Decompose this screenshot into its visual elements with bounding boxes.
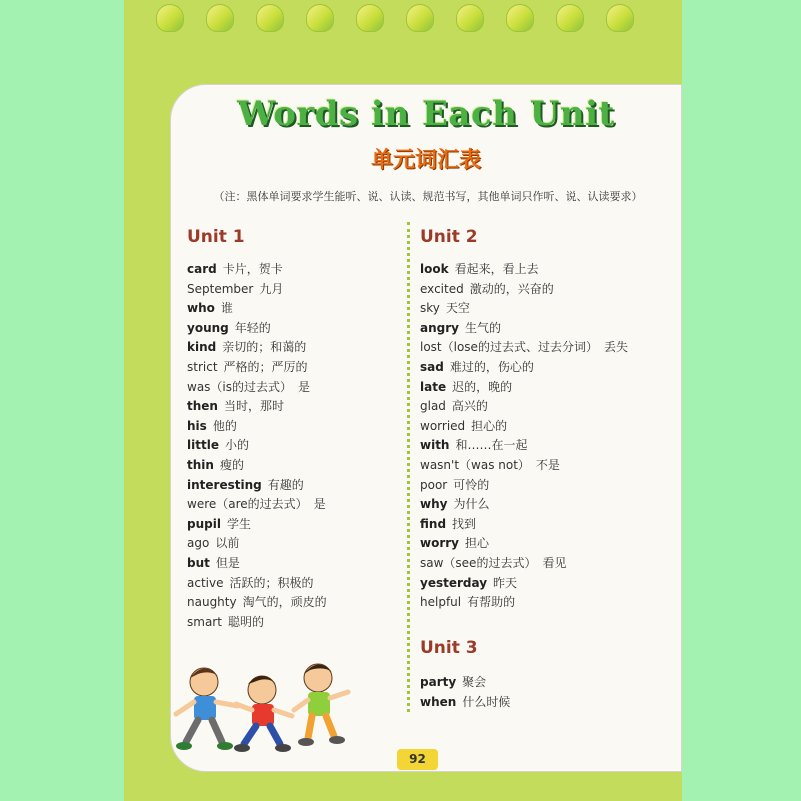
page-tab-strip (124, 0, 682, 34)
word-chinese: 担心 (465, 536, 490, 551)
word-chinese: 是 (298, 379, 311, 394)
word-entry (420, 515, 628, 535)
word-entry (420, 693, 510, 713)
word-chinese: 瘦的 (219, 457, 244, 472)
word-chinese: 小的 (224, 438, 249, 453)
boy-left (176, 668, 238, 750)
word-english: saw（see的过去式） (420, 555, 537, 570)
word-english: lost（lose的过去式、过去分词） (420, 340, 598, 355)
instruction-note: （注：黑体单词要求学生能听、说、认读、规范书写，其他单词只作听、说、认读要求） (213, 190, 643, 203)
word-english: then (187, 399, 218, 414)
word-chinese: 高兴的 (451, 399, 488, 414)
word-chinese: 昨天 (493, 575, 518, 590)
word-english: who (187, 301, 215, 316)
word-entry (420, 319, 628, 339)
word-entry (187, 299, 327, 319)
word-list (187, 260, 327, 632)
word-entry (420, 554, 628, 574)
running-children-illustration (158, 654, 358, 754)
boy-middle (234, 676, 292, 752)
word-entry (187, 593, 327, 613)
leaf-tab-icon (606, 4, 634, 32)
word-english: excited (420, 281, 464, 296)
word-entry (187, 456, 327, 476)
word-chinese: 聚会 (462, 675, 487, 689)
word-english: pupil (187, 516, 221, 531)
word-entry (187, 280, 327, 300)
word-chinese: 难过的，伤心的 (449, 359, 534, 374)
word-english: naughty (187, 595, 237, 610)
word-english: card (187, 262, 217, 276)
leaf-tab-icon (156, 4, 184, 32)
word-entry (420, 397, 628, 417)
word-english: angry (420, 320, 459, 335)
word-entry (187, 358, 327, 378)
leaf-tab-icon (556, 4, 584, 32)
word-english: young (187, 320, 229, 335)
word-entry (420, 534, 628, 554)
word-english: was（is的过去式） (187, 379, 293, 394)
word-english: strict (187, 359, 218, 374)
word-english: kind (187, 340, 217, 355)
column-divider (407, 222, 410, 712)
page-subtitle: 单元词汇表 (370, 148, 481, 173)
word-entry (420, 456, 628, 476)
boy-right (294, 664, 348, 746)
word-entry (187, 554, 327, 574)
word-english: look (420, 262, 449, 276)
word-chinese: 淘气的，顽皮的 (242, 595, 327, 610)
leaf-tab-icon (206, 4, 234, 32)
word-entry (420, 358, 628, 378)
word-chinese: 不是 (535, 457, 560, 472)
word-chinese: 天空 (445, 301, 470, 316)
unit-2-section (420, 225, 628, 613)
word-english: ago (187, 536, 210, 551)
word-entry (187, 613, 327, 633)
word-english: worried (420, 418, 466, 433)
unit-1-section (187, 225, 327, 632)
unit-heading: Unit 1 (187, 227, 245, 247)
word-entry (187, 338, 327, 358)
word-chinese: 有趣的 (267, 477, 304, 492)
word-list (420, 260, 628, 613)
leaf-tab-icon (306, 4, 334, 32)
word-english: his (187, 418, 207, 433)
word-chinese: 迟的，晚的 (452, 379, 513, 394)
word-english: party (420, 675, 457, 689)
word-entry (187, 436, 327, 456)
word-english: why (420, 497, 448, 512)
word-entry (187, 319, 327, 339)
word-english: sad (420, 359, 444, 374)
word-chinese: 为什么 (453, 497, 490, 512)
word-list (420, 673, 510, 712)
word-english: helpful (420, 595, 462, 610)
word-chinese: 但是 (215, 555, 240, 570)
word-english: but (187, 555, 210, 570)
word-chinese: 学生 (226, 516, 251, 531)
word-entry (187, 534, 327, 554)
word-chinese: 找到 (452, 516, 477, 531)
leaf-tab-icon (456, 4, 484, 32)
unit-heading: Unit 3 (420, 638, 478, 658)
word-chinese: 谁 (220, 301, 233, 316)
word-entry (420, 673, 510, 693)
word-english: wasn't（was not） (420, 457, 530, 472)
word-chinese: 看起来，看上去 (454, 262, 539, 276)
word-chinese: 九月 (259, 281, 284, 296)
word-chinese: 他的 (212, 418, 237, 433)
word-entry (187, 495, 327, 515)
word-chinese: 担心的 (471, 418, 508, 433)
page-title: Words in Each Unit (237, 94, 615, 134)
word-chinese: 当时，那时 (223, 399, 284, 414)
word-chinese: 活跃的；积极的 (229, 575, 314, 590)
word-entry (187, 260, 327, 280)
word-entry (420, 417, 628, 437)
word-entry (420, 280, 628, 300)
word-entry (420, 495, 628, 515)
word-english: worry (420, 536, 459, 551)
word-english: poor (420, 477, 448, 492)
word-english: thin (187, 457, 214, 472)
unit-heading: Unit 2 (420, 227, 478, 247)
word-chinese: 生气的 (464, 320, 501, 335)
word-chinese: 有帮助的 (467, 595, 516, 610)
word-chinese: 可怜的 (453, 477, 490, 492)
word-chinese: 聪明的 (227, 614, 264, 629)
word-chinese: 卡片，贺卡 (222, 262, 283, 276)
word-chinese: 丢失 (603, 340, 628, 355)
word-entry (420, 436, 628, 456)
word-english: smart (187, 614, 222, 629)
word-entry (420, 476, 628, 496)
word-entry (187, 476, 327, 496)
leaf-tab-icon (256, 4, 284, 32)
word-chinese: 是 (313, 497, 326, 512)
word-chinese: 严格的；严厉的 (223, 359, 308, 374)
word-english: glad (420, 399, 446, 414)
word-english: were（are的过去式） (187, 497, 308, 512)
word-chinese: 年轻的 (234, 320, 271, 335)
word-english: find (420, 516, 447, 531)
word-entry (187, 515, 327, 535)
word-english: with (420, 438, 450, 453)
page-number-badge: 92 (397, 749, 438, 770)
word-entry (187, 378, 327, 398)
leaf-tab-icon (506, 4, 534, 32)
word-english: sky (420, 301, 440, 316)
word-entry (187, 417, 327, 437)
word-entry (420, 299, 628, 319)
word-entry (420, 260, 628, 280)
word-chinese: 以前 (215, 536, 240, 551)
word-english: active (187, 575, 224, 590)
word-entry (420, 593, 628, 613)
word-entry (187, 397, 327, 417)
word-english: September (187, 281, 254, 296)
word-entry (420, 378, 628, 398)
word-english: when (420, 694, 457, 709)
word-entry (420, 338, 628, 358)
leaf-tab-icon (356, 4, 384, 32)
word-chinese: 激动的，兴奋的 (469, 281, 554, 296)
word-english: interesting (187, 477, 262, 492)
word-entry (187, 574, 327, 594)
word-chinese: 亲切的；和蔼的 (222, 340, 307, 355)
word-english: little (187, 438, 219, 453)
word-chinese: 看见 (542, 555, 567, 570)
leaf-tab-icon (406, 4, 434, 32)
unit-3-section (420, 636, 510, 712)
word-english: late (420, 379, 447, 394)
word-entry (420, 574, 628, 594)
word-chinese: 什么时候 (462, 694, 511, 709)
word-english: yesterday (420, 575, 488, 590)
word-chinese: 和……在一起 (455, 438, 528, 453)
